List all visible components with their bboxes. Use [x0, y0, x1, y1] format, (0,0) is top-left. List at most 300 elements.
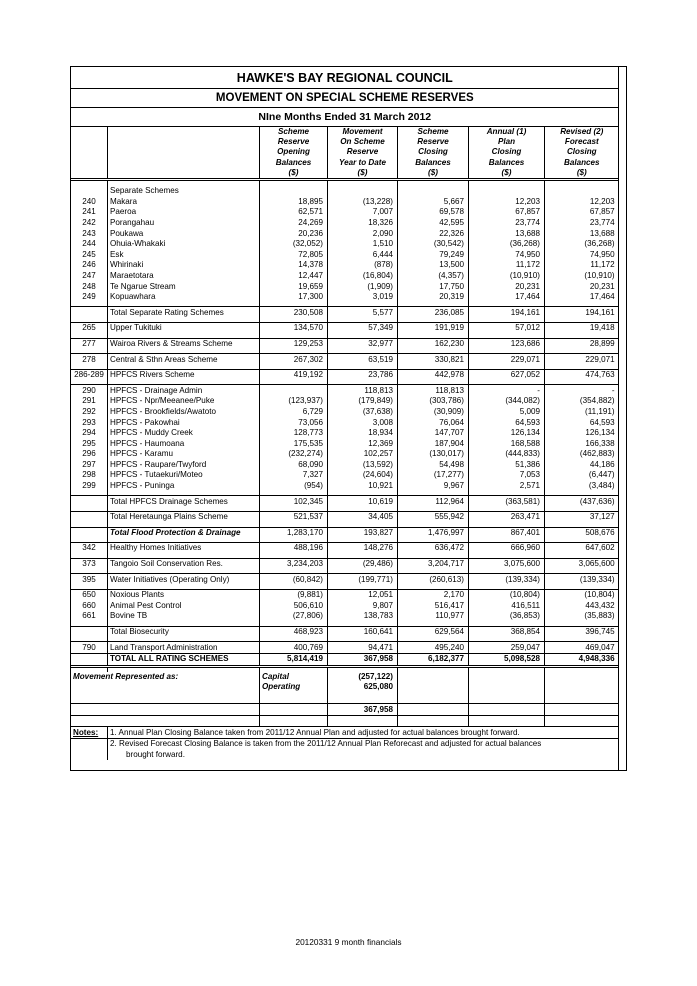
scheme-name: Land Transport Administration — [108, 642, 260, 654]
scheme-name: Makara — [108, 197, 260, 208]
notes-label: Notes: — [71, 727, 108, 739]
amount: 74,950 — [545, 250, 619, 261]
column-header: Closing — [398, 147, 469, 157]
amount: 508,676 — [545, 527, 619, 538]
amount: 57,349 — [328, 323, 398, 334]
table-row — [71, 574, 619, 585]
amount: 516,417 — [398, 601, 469, 612]
amount: 42,595 — [398, 218, 469, 229]
column-header: Forecast — [545, 137, 619, 147]
amount: 67,857 — [545, 207, 619, 218]
amount: 3,008 — [328, 417, 398, 428]
note-2-cont: brought forward. — [108, 750, 619, 761]
capital-amount: (257,122) — [328, 672, 398, 683]
subtotal-row — [71, 527, 619, 538]
amount: 118,813 — [328, 385, 398, 396]
amount: 126,134 — [545, 428, 619, 439]
amount: (354,882) — [545, 396, 619, 407]
amount: 10,619 — [328, 496, 398, 507]
amount: 57,012 — [469, 323, 545, 334]
scheme-code: 249 — [71, 292, 108, 303]
cell — [260, 704, 328, 716]
amount: 3,019 — [328, 292, 398, 303]
scheme-name: TOTAL ALL RATING SCHEMES — [108, 653, 260, 666]
movement-row — [71, 682, 619, 693]
notes-row — [71, 727, 619, 739]
scheme-name: Te Ngarue Stream — [108, 281, 260, 292]
amount: (437,636) — [545, 496, 619, 507]
cell — [108, 137, 260, 147]
table-row — [71, 428, 619, 439]
amount — [260, 385, 328, 396]
amount: 147,707 — [398, 428, 469, 439]
scheme-name: Paeroa — [108, 207, 260, 218]
amount: 68,090 — [260, 460, 328, 471]
scheme-code: 265 — [71, 323, 108, 334]
amount: (344,082) — [469, 396, 545, 407]
scheme-code: 290 — [71, 385, 108, 396]
scheme-code: 242 — [71, 218, 108, 229]
scheme-code: 373 — [71, 558, 108, 569]
scheme-name: HPFCS - Puninga — [108, 481, 260, 492]
amount: 555,942 — [398, 511, 469, 522]
amount: 12,203 — [469, 197, 545, 208]
amount: 5,667 — [398, 197, 469, 208]
amount: 263,471 — [469, 511, 545, 522]
amount: (954) — [260, 481, 328, 492]
scheme-name: Total HPFCS Drainage Schemes — [108, 496, 260, 507]
column-header: ($) — [398, 168, 469, 180]
amount: 79,249 — [398, 250, 469, 261]
amount: 23,774 — [545, 218, 619, 229]
amount: 666,960 — [469, 543, 545, 554]
amount: 24,269 — [260, 218, 328, 229]
amount: 4,948,336 — [545, 653, 619, 666]
amount: (36,853) — [469, 611, 545, 622]
amount: 7,053 — [469, 470, 545, 481]
amount: 13,688 — [469, 228, 545, 239]
cell — [71, 127, 108, 138]
amount: 419,192 — [260, 369, 328, 380]
amount: (6,447) — [545, 470, 619, 481]
amount: 13,688 — [545, 228, 619, 239]
amount: 627,052 — [469, 369, 545, 380]
amount: (878) — [328, 260, 398, 271]
amount: 54,498 — [398, 460, 469, 471]
notes-row — [71, 750, 619, 761]
amount: (30,909) — [398, 407, 469, 418]
scheme-code: 245 — [71, 250, 108, 261]
scheme-name: Total Separate Rating Schemes — [108, 307, 260, 318]
scheme-code: 293 — [71, 417, 108, 428]
reserves-table — [70, 66, 619, 760]
amount: 20,236 — [260, 228, 328, 239]
table-row — [71, 385, 619, 396]
column-header: Closing — [469, 147, 545, 157]
amount: (27,806) — [260, 611, 328, 622]
header-row — [71, 127, 619, 138]
scheme-name: HPFCS - Karamu — [108, 449, 260, 460]
column-header: ($) — [545, 168, 619, 180]
cell — [71, 704, 260, 716]
report-period: NIne Months Ended 31 March 2012 — [71, 108, 619, 127]
amount: (16,804) — [328, 271, 398, 282]
cell — [469, 672, 545, 683]
cell — [260, 715, 328, 727]
scheme-code — [71, 307, 108, 318]
cell — [260, 186, 328, 197]
scheme-code: 278 — [71, 354, 108, 365]
column-header: Movement — [328, 127, 398, 138]
scheme-name: Upper Tukituki — [108, 323, 260, 334]
amount: (35,883) — [545, 611, 619, 622]
amount: (10,804) — [469, 589, 545, 600]
column-header: On Scheme — [328, 137, 398, 147]
amount: 3,234,203 — [260, 558, 328, 569]
cell — [469, 186, 545, 197]
amount: 1,283,170 — [260, 527, 328, 538]
column-header: Scheme — [398, 127, 469, 138]
grand-total-row — [71, 653, 619, 666]
scheme-name: HPFCS - Drainage Admin — [108, 385, 260, 396]
scheme-name: HPFCS - Muddy Creek — [108, 428, 260, 439]
scheme-name: Poukawa — [108, 228, 260, 239]
table-row — [71, 338, 619, 349]
amount: 37,127 — [545, 511, 619, 522]
scheme-name: Total Biosecurity — [108, 626, 260, 637]
amount: 118,813 — [398, 385, 469, 396]
amount: 9,967 — [398, 481, 469, 492]
amount: 3,204,717 — [398, 558, 469, 569]
amount: 102,257 — [328, 449, 398, 460]
column-header: ($) — [328, 168, 398, 180]
amount: (9,881) — [260, 589, 328, 600]
amount: 636,472 — [398, 543, 469, 554]
amount: 2,090 — [328, 228, 398, 239]
table-row — [71, 407, 619, 418]
cell — [545, 682, 619, 693]
scheme-code: 246 — [71, 260, 108, 271]
amount: 18,895 — [260, 197, 328, 208]
cell — [328, 715, 398, 727]
amount: 469,047 — [545, 642, 619, 654]
amount: 72,805 — [260, 250, 328, 261]
table-row — [71, 417, 619, 428]
scheme-code: 298 — [71, 470, 108, 481]
table-row — [71, 589, 619, 600]
report-right-margin — [618, 66, 627, 771]
cell — [71, 682, 260, 693]
amount: 629,564 — [398, 626, 469, 637]
amount: 63,519 — [328, 354, 398, 365]
scheme-code: 790 — [71, 642, 108, 654]
scheme-name: Porangahau — [108, 218, 260, 229]
cell — [71, 715, 260, 727]
operating-amount: 625,080 — [328, 682, 398, 693]
amount: 51,386 — [469, 460, 545, 471]
amount: 6,444 — [328, 250, 398, 261]
amount: - — [545, 385, 619, 396]
table-row — [71, 323, 619, 334]
amount: 5,814,419 — [260, 653, 328, 666]
scheme-name: Water Initiatives (Operating Only) — [108, 574, 260, 585]
table-row — [71, 601, 619, 612]
amount: (13,592) — [328, 460, 398, 471]
section-row — [71, 186, 619, 197]
movement-total: 367,958 — [328, 704, 398, 716]
amount: (10,804) — [545, 589, 619, 600]
amount: 20,231 — [469, 281, 545, 292]
amount: (199,771) — [328, 574, 398, 585]
cell — [398, 186, 469, 197]
amount: 9,807 — [328, 601, 398, 612]
cell — [469, 704, 545, 716]
cell — [469, 715, 545, 727]
scheme-code: 342 — [71, 543, 108, 554]
scheme-code: 292 — [71, 407, 108, 418]
amount: 442,978 — [398, 369, 469, 380]
note-1: 1. Annual Plan Closing Balance taken from 2011/12 Annual Plan and adjusted for actual balances brought forward. — [108, 727, 619, 739]
operating-label: Operating — [260, 682, 328, 693]
scheme-code: 241 — [71, 207, 108, 218]
amount: 400,769 — [260, 642, 328, 654]
table-row — [71, 228, 619, 239]
page-footer: 20120331 9 month financials — [295, 937, 402, 947]
amount: 194,161 — [545, 307, 619, 318]
scheme-name: Ohuia-Whakaki — [108, 239, 260, 250]
scheme-code: 661 — [71, 611, 108, 622]
amount: 230,508 — [260, 307, 328, 318]
column-header: Reserve — [398, 137, 469, 147]
cell — [71, 750, 108, 761]
amount: 126,134 — [469, 428, 545, 439]
amount: 3,075,600 — [469, 558, 545, 569]
amount: (4,357) — [398, 271, 469, 282]
amount: (36,268) — [469, 239, 545, 250]
header-row — [71, 147, 619, 157]
cell — [398, 682, 469, 693]
scheme-name: HPFCS Rivers Scheme — [108, 369, 260, 380]
amount: 110,977 — [398, 611, 469, 622]
notes-row — [71, 739, 619, 750]
amount: 6,729 — [260, 407, 328, 418]
cell — [108, 158, 260, 168]
scheme-code: 299 — [71, 481, 108, 492]
cell — [328, 186, 398, 197]
scheme-code: 240 — [71, 197, 108, 208]
table-row — [71, 558, 619, 569]
amount: 123,686 — [469, 338, 545, 349]
column-header: Balances — [469, 158, 545, 168]
column-header: Reserve — [328, 147, 398, 157]
amount: 20,231 — [545, 281, 619, 292]
amount: 229,071 — [469, 354, 545, 365]
cell — [71, 137, 108, 147]
column-header: Balances — [260, 158, 328, 168]
amount: 7,327 — [260, 470, 328, 481]
amount: (139,334) — [545, 574, 619, 585]
cell — [71, 158, 108, 168]
amount: 12,203 — [545, 197, 619, 208]
amount: 443,432 — [545, 601, 619, 612]
table-row — [71, 292, 619, 303]
scheme-name: Kopuawhara — [108, 292, 260, 303]
amount: (130,017) — [398, 449, 469, 460]
amount: (30,542) — [398, 239, 469, 250]
note-2: 2. Revised Forecast Closing Balance is taken from the 2011/12 Annual Plan Reforecast and adjusted for actual balances — [108, 739, 619, 750]
scheme-name: Total Flood Protection & Drainage — [108, 527, 260, 538]
amount: (17,277) — [398, 470, 469, 481]
amount: 69,578 — [398, 207, 469, 218]
amount: 148,276 — [328, 543, 398, 554]
column-header: Opening — [260, 147, 328, 157]
subtitle-row — [71, 89, 619, 108]
amount: 5,098,528 — [469, 653, 545, 666]
scheme-code — [71, 626, 108, 637]
amount: 18,326 — [328, 218, 398, 229]
amount: (179,849) — [328, 396, 398, 407]
table-row — [71, 239, 619, 250]
table-row — [71, 470, 619, 481]
amount: 12,051 — [328, 589, 398, 600]
amount: 11,172 — [545, 260, 619, 271]
table-row — [71, 481, 619, 492]
amount: 12,369 — [328, 438, 398, 449]
amount: 32,977 — [328, 338, 398, 349]
amount: (60,842) — [260, 574, 328, 585]
report-subtitle: MOVEMENT ON SPECIAL SCHEME RESERVES — [71, 89, 619, 108]
cell — [108, 127, 260, 138]
amount: 14,378 — [260, 260, 328, 271]
amount: 10,921 — [328, 481, 398, 492]
amount: 17,300 — [260, 292, 328, 303]
amount: - — [469, 385, 545, 396]
column-header: Balances — [398, 158, 469, 168]
scheme-name: HPFCS - Haumoana — [108, 438, 260, 449]
amount: 474,763 — [545, 369, 619, 380]
table-row — [71, 260, 619, 271]
cell — [71, 168, 108, 180]
amount: (11,191) — [545, 407, 619, 418]
amount: 64,593 — [469, 417, 545, 428]
amount: 367,958 — [328, 653, 398, 666]
movement-row — [71, 672, 619, 683]
table-row — [71, 449, 619, 460]
amount: 5,009 — [469, 407, 545, 418]
amount: 18,934 — [328, 428, 398, 439]
amount: 128,773 — [260, 428, 328, 439]
amount: 416,511 — [469, 601, 545, 612]
amount: 3,065,600 — [545, 558, 619, 569]
amount: (123,937) — [260, 396, 328, 407]
amount: 259,047 — [469, 642, 545, 654]
header-row — [71, 168, 619, 180]
amount: 19,659 — [260, 281, 328, 292]
scheme-name: HPFCS - Brookfields/Awatoto — [108, 407, 260, 418]
amount: 187,904 — [398, 438, 469, 449]
amount: 94,471 — [328, 642, 398, 654]
amount: 112,964 — [398, 496, 469, 507]
amount: 11,172 — [469, 260, 545, 271]
amount: 396,745 — [545, 626, 619, 637]
amount: 330,821 — [398, 354, 469, 365]
column-header: Revised (2) — [545, 127, 619, 138]
amount: 23,786 — [328, 369, 398, 380]
table-row — [71, 611, 619, 622]
amount: 23,774 — [469, 218, 545, 229]
amount: (363,581) — [469, 496, 545, 507]
period-row — [71, 108, 619, 127]
amount: (24,604) — [328, 470, 398, 481]
cell — [545, 672, 619, 683]
amount: (139,334) — [469, 574, 545, 585]
subtotal-row — [71, 511, 619, 522]
amount: 1,476,997 — [398, 527, 469, 538]
amount: (13,228) — [328, 197, 398, 208]
amount: 17,750 — [398, 281, 469, 292]
scheme-code: 294 — [71, 428, 108, 439]
column-header: ($) — [469, 168, 545, 180]
amount: (10,910) — [545, 271, 619, 282]
amount: 28,899 — [545, 338, 619, 349]
amount: 506,610 — [260, 601, 328, 612]
amount: (232,274) — [260, 449, 328, 460]
table-row — [71, 369, 619, 380]
amount: 73,056 — [260, 417, 328, 428]
scheme-name: Central & Sthn Areas Scheme — [108, 354, 260, 365]
amount: 2,571 — [469, 481, 545, 492]
header-row — [71, 158, 619, 168]
amount: (10,910) — [469, 271, 545, 282]
title-row — [71, 67, 619, 89]
amount: 488,196 — [260, 543, 328, 554]
amount: 647,602 — [545, 543, 619, 554]
scheme-code: 650 — [71, 589, 108, 600]
amount: 162,230 — [398, 338, 469, 349]
scheme-name: HPFCS - Raupare/Twyford — [108, 460, 260, 471]
column-header: Reserve — [260, 137, 328, 147]
spacer-row — [71, 693, 619, 704]
amount: 102,345 — [260, 496, 328, 507]
amount: 495,240 — [398, 642, 469, 654]
scheme-name: HPFCS - Pakowhai — [108, 417, 260, 428]
scheme-code — [71, 527, 108, 538]
table-row — [71, 438, 619, 449]
scheme-name: Bovine TB — [108, 611, 260, 622]
movement-label: Movement Represented as: — [71, 672, 260, 683]
scheme-name: Animal Pest Control — [108, 601, 260, 612]
cell — [398, 693, 469, 704]
amount: 62,571 — [260, 207, 328, 218]
amount: 191,919 — [398, 323, 469, 334]
amount: 166,338 — [545, 438, 619, 449]
cell — [398, 704, 469, 716]
cell — [71, 739, 108, 750]
amount: 160,641 — [328, 626, 398, 637]
cell — [108, 147, 260, 157]
cell — [328, 693, 398, 704]
amount: 20,319 — [398, 292, 469, 303]
scheme-name: Whirinaki — [108, 260, 260, 271]
scheme-name: Esk — [108, 250, 260, 261]
cell — [398, 672, 469, 683]
table-row — [71, 218, 619, 229]
scheme-name: HPFCS - Tutaekuri/Moteo — [108, 470, 260, 481]
scheme-code: 247 — [71, 271, 108, 282]
cell — [71, 147, 108, 157]
subtotal-row — [71, 626, 619, 637]
scheme-name: Healthy Homes Initiatives — [108, 543, 260, 554]
